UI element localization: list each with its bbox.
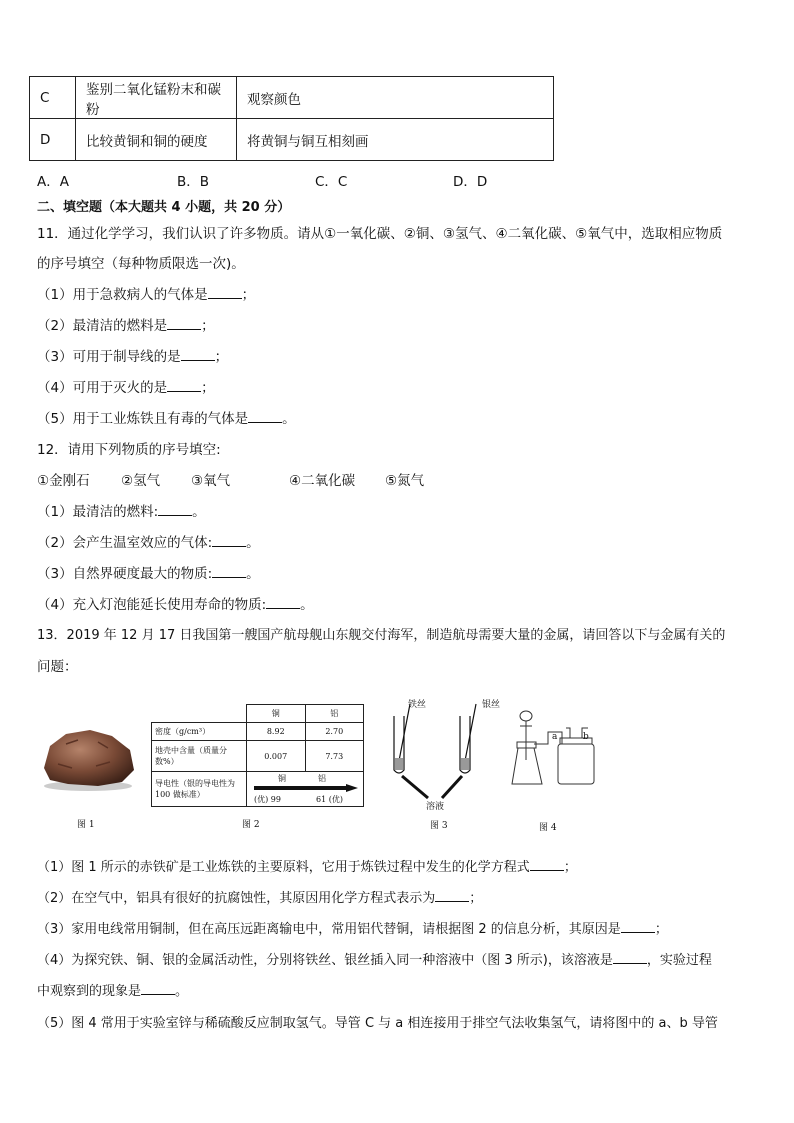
q11-item-3 <box>37 345 228 365</box>
item-text: （2）在空气中，铝具有很好的抗腐蚀性，其原因用化学方程式表示为 <box>37 891 436 906</box>
answer-blank[interactable] <box>530 858 564 871</box>
answer-blank[interactable] <box>167 317 201 330</box>
answer-blank[interactable] <box>621 920 655 933</box>
answer-blank[interactable] <box>435 889 469 902</box>
item-text: （1）图 1 所示的赤铁矿是工业炼铁的主要原料，它用于炼铁过程中发生的化学方程式 <box>37 860 530 875</box>
section-title: 二、填空题（本大题共 4 小题，共 20 分） <box>37 200 291 215</box>
port-a-label: a <box>552 732 558 742</box>
q11-stem-line1: 11．通过化学学习，我们认识了许多物质。请从①一氧化碳、②铜、③氢气、④二氧化碳、⑤氧气中，选取相应物质 <box>37 226 723 242</box>
answer-blank[interactable] <box>212 534 246 547</box>
test-tubes-diagram <box>384 696 496 808</box>
answer-blank[interactable] <box>248 410 282 423</box>
item-end: ； <box>241 287 256 303</box>
item-end: ； <box>214 349 229 365</box>
arrow-label-aluminum: 铝 <box>318 774 326 783</box>
item-text: （4）为探究铁、铜、银的金属活动性，分别将铁丝、银丝插入同一种溶液中（图 3 所示)，该溶液是 <box>37 953 613 968</box>
answer-blank[interactable] <box>613 951 647 964</box>
item-text: （1）用于急救病人的气体是 <box>37 287 208 303</box>
arrow-label-copper: 铜 <box>278 774 286 783</box>
item-end: ； <box>201 380 215 396</box>
item-text: （3）家用电线常用铜制，但在高压远距离输电中，常用铝代替铜，请根据图 2 的信息分析，其原因是 <box>37 922 621 937</box>
item-end: ； <box>563 860 577 875</box>
answer-choice-c: C．C <box>315 174 348 190</box>
item-end: ，实验过程 <box>646 953 712 968</box>
answer-blank[interactable] <box>158 503 192 516</box>
q12-stem: 12．请用下列物质的序号填空: <box>37 442 221 458</box>
q13-item-2 <box>37 887 482 906</box>
answer-blank[interactable] <box>208 286 242 299</box>
conductivity-cell <box>247 772 364 807</box>
item-end: 。 <box>246 566 260 582</box>
abundance-aluminum: 7.73 <box>305 741 364 772</box>
q12-item-4 <box>37 593 314 613</box>
row-label-conductivity: 导电性（银的导电性为 100 做标准） <box>152 772 247 807</box>
q11-stem-line2: 的序号填空（每种物质限选一次)。 <box>37 256 245 272</box>
q13-stem-line2: 问题： <box>37 659 78 675</box>
q12-item-3 <box>37 562 260 582</box>
q13-item-1 <box>37 856 577 875</box>
q11-item-2 <box>37 314 215 334</box>
q13-item-5 <box>37 1012 718 1031</box>
q13-item-4-cont <box>37 980 188 999</box>
item-end: 。 <box>282 411 296 427</box>
q13-stem-line1: 13．2019 年 12 月 17 日我国第一艘国产航母舰山东舰交付海军，制造航母需要大量的金属，请回答以下与金属有关的 <box>37 628 726 643</box>
q11-item-4 <box>37 376 215 396</box>
q11-item-5 <box>37 407 296 427</box>
q13-item-4 <box>37 949 712 968</box>
answer-blank[interactable] <box>212 565 246 578</box>
answer-choice-a: A．A <box>37 174 69 190</box>
conductivity-aluminum: 61 (优) <box>316 795 343 804</box>
conductivity-copper: (优) 99 <box>254 795 281 804</box>
table-row <box>30 119 554 161</box>
option-method: 将黄铜与铜互相刻画 <box>237 119 554 161</box>
gas-apparatus-diagram <box>508 708 614 790</box>
item-text: （4）可用于灭火的是 <box>37 380 168 396</box>
item-end: 。 <box>192 504 206 520</box>
col-header-copper: 铜 <box>247 705 306 723</box>
conductivity-arrow <box>254 784 358 792</box>
item-text: （5）用于工业炼铁且有毒的气体是 <box>37 411 249 427</box>
q12-substance-5: ⑤氮气 <box>385 473 425 489</box>
col-header-aluminum: 铝 <box>305 705 364 723</box>
q13-item-3 <box>37 918 668 937</box>
answer-blank[interactable] <box>141 982 175 995</box>
table-row <box>30 77 554 119</box>
answer-blank[interactable] <box>167 379 201 392</box>
abundance-copper: 0.007 <box>247 741 306 772</box>
metal-properties-table <box>151 704 364 807</box>
answer-choice-d: D．D <box>453 174 488 190</box>
item-end: ； <box>469 891 483 906</box>
answer-blank[interactable] <box>266 596 300 609</box>
density-aluminum: 2.70 <box>305 723 364 741</box>
q12-substance-4: ④二氧化碳 <box>289 473 356 489</box>
figure-3-label: 图 3 <box>430 821 448 831</box>
option-purpose: 比较黄铜和铜的硬度 <box>76 119 237 161</box>
q12-substance-3: ③氧气 <box>191 473 231 489</box>
item-end: ； <box>201 318 215 334</box>
item-text: （1）最清洁的燃料: <box>37 504 159 520</box>
item-text: 中观察到的现象是 <box>37 984 142 999</box>
q12-substance-2: ②氢气 <box>121 473 161 489</box>
row-label-density: 密度（g/cm³） <box>152 723 247 741</box>
q11-item-1 <box>37 283 255 303</box>
item-text: （3）可用于制导线的是 <box>37 349 181 365</box>
hematite-ore-image <box>38 724 138 792</box>
item-end: 。 <box>246 535 260 551</box>
silver-wire-label: 银丝 <box>482 700 501 710</box>
table-corner <box>152 705 247 723</box>
solution-label: 溶液 <box>426 802 445 812</box>
option-purpose: 鉴别二氧化锰粉末和碳粉 <box>76 77 237 119</box>
answer-choice-b: B．B <box>177 174 210 190</box>
option-letter: C <box>30 77 76 119</box>
figure-4-label: 图 4 <box>539 823 557 833</box>
options-table <box>29 76 554 161</box>
iron-wire-label: 铁丝 <box>408 700 427 710</box>
option-method: 观察颜色 <box>237 77 554 119</box>
q12-substance-1: ①金刚石 <box>37 473 90 489</box>
item-text: （2）最清洁的燃料是 <box>37 318 168 334</box>
figure-2-label: 图 2 <box>242 820 260 830</box>
q12-item-1 <box>37 500 206 520</box>
item-text: （4）充入灯泡能延长使用寿命的物质: <box>37 597 267 613</box>
option-letter: D <box>30 119 76 161</box>
answer-blank[interactable] <box>181 348 215 361</box>
item-text: （5）图 4 常用于实验室锌与稀硫酸反应制取氢气。导管 C 与 a 相连接用于排空气法收集氢气，请将图中的 a、b 导管 <box>37 1016 718 1031</box>
port-b-label: b <box>583 732 589 742</box>
item-end: 。 <box>175 984 189 999</box>
q12-item-2 <box>37 531 260 551</box>
item-text: （3）自然界硬度最大的物质: <box>37 566 213 582</box>
figure-1-label: 图 1 <box>77 820 95 830</box>
row-label-abundance: 地壳中含量（质量分数%） <box>152 741 247 772</box>
item-end: 。 <box>300 597 314 613</box>
item-text: （2）会产生温室效应的气体: <box>37 535 213 551</box>
item-end: ； <box>654 922 668 937</box>
density-copper: 8.92 <box>247 723 306 741</box>
